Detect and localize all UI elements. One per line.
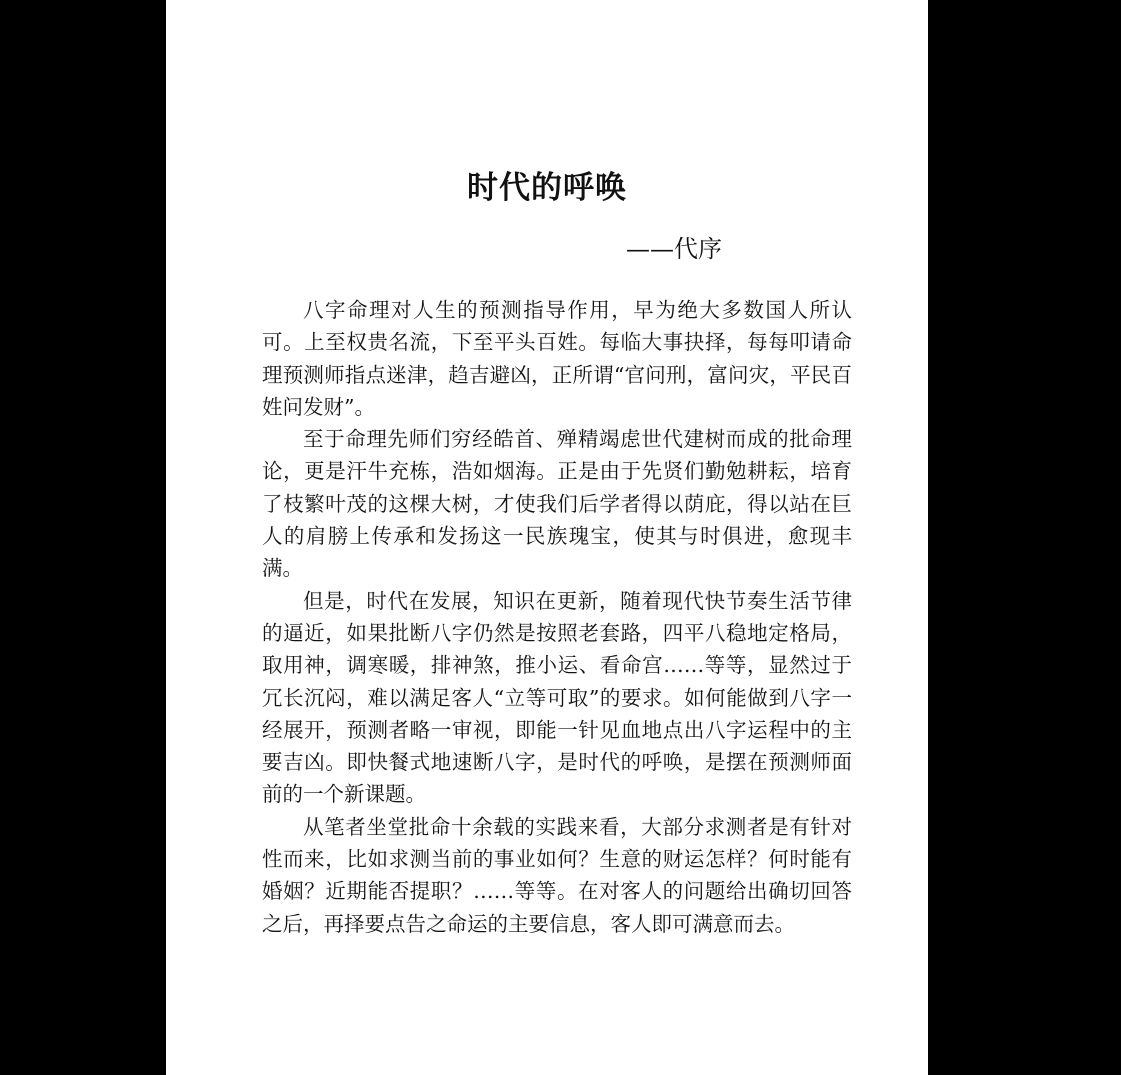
page-title: 时代的呼唤 [467, 170, 627, 206]
page-subtitle: ——代序 [626, 235, 722, 263]
book-page [166, 0, 928, 1075]
paragraph-3: 但是，时代在发展，知识在更新，随着现代快节奏生活节律的逼近，如果批断八字仍然是按照老套路，四平八稳地定格局，取用神，调寒暖，排神煞，推小运、看命宫……等等，显然过于冗长沉闷，难以满足客人“立等可取”的要求。如何能做到八字一经展开，预测者略一审视，即能一针见血地点出八字运程中的主要吉凶。即快餐式地速断八字，是时代的呼唤，是摆在预测师面前的一个新课题。 [262, 588, 852, 807]
paragraph-2: 至于命理先师们穷经皓首、殚精竭虑世代建树而成的批命理论，更是汗牛充栋，浩如烟海。正是由于先贤们勤勉耕耘，培育了枝繁叶茂的这棵大树，才使我们后学者得以荫庇，得以站在巨人的肩膀上传承和发扬这一民族瑰宝，使其与时俱进，愈现丰满。 [262, 427, 852, 581]
paragraph-1: 八字命理对人生的预测指导作用，早为绝大多数国人所认可。上至权贵名流，下至平头百姓。每临大事抉择，每每叩请命理预测师指点迷津，趋吉避凶，正所谓“官问刑，富问灾，平民百姓问发财”。 [262, 298, 852, 419]
paragraph-4: 从笔者坐堂批命十余载的实践来看，大部分求测者是有针对性而来，比如求测当前的事业如何？生意的财运怎样？何时能有婚姻？近期能否提职？……等等。在对客人的问题给出确切回答之后，再择要点告之命运的主要信息，客人即可满意而去。 [262, 814, 852, 936]
body-text [262, 294, 852, 940]
